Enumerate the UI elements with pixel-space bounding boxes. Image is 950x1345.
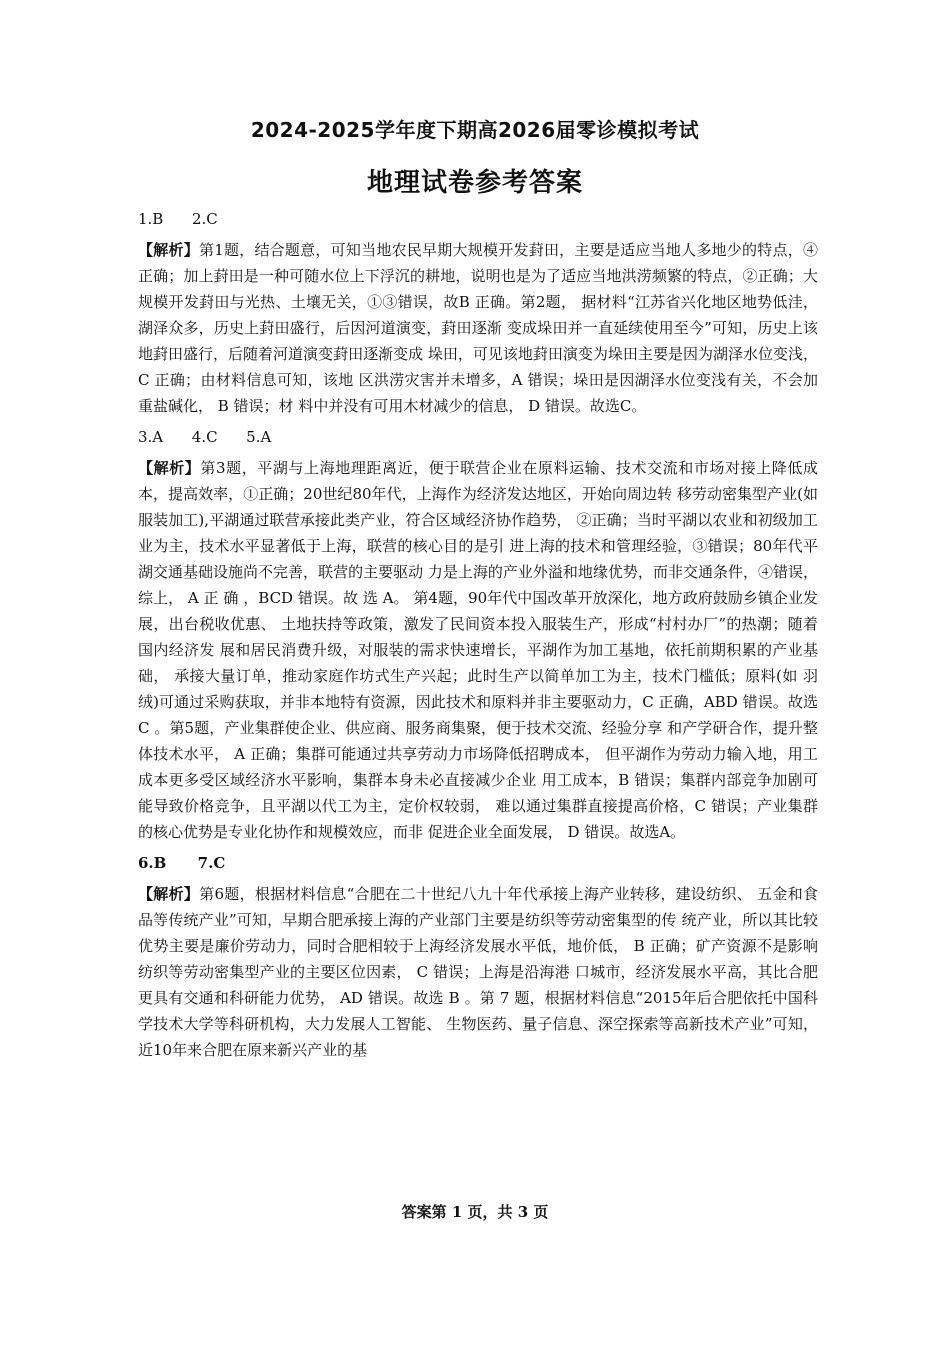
explanation-1-2 [138,237,818,419]
answer-key-6-7: 6.B 7.C [138,854,226,872]
explanation-tag: 【解析】 [138,241,199,259]
answer-key-1-2: 1.B 2.C [138,210,218,228]
explanation-6-7 [138,881,818,1063]
document-title: 地理试卷参考答案 [366,168,583,198]
explanation-tag: 【解析】 [138,885,200,903]
answer-key-3-5: 3.A 4.C 5.A [138,428,272,446]
answer-content [138,206,818,1068]
explanation-3-5 [138,455,818,845]
explanation-text: 第6题，根据材料信息“合肥在二十世纪八九十年代承接上海产业转移，建设纺织、 五金和食品等传统产业”可知，早期合肥承接上海的产业部门主要是纺织等劳动密集型的传 统产业，所以其比较优势主要是廉价劳动力，同时合肥相较于上海经济发展水平低，地价低， B 正确；矿产资源不是影响纺织等劳动密集型产业的主要区位因素， C 错误；上海是沿海港 口城市，经济发展水平高，其比合肥更具有交通和科研能力优势， AD 错误。故选 B 。第 7 题，根据材料信息“2015年后合肥依托中国科学技术大学等科研机构，大力发展人工智能、 生物医药、量子信息、深空探索等高新技术产业”可知，近10年来合肥在原来新兴产业的基 [138,885,818,1059]
page-number: 答案第 1 页，共 3 页 [401,1203,549,1221]
explanation-text: 第1题，结合题意，可知当地农民早期大规模开发葑田，主要是适应当地人多地少的特点，④正确；加上葑田是一种可随水位上下浮沉的耕地，说明也是为了适应当地洪涝频繁的特点，②正确；大规模开发葑田与光热、土壤无关，①③错误，故B 正确。第2题， 据材料“江苏省兴化地区地势低洼，湖泽众多，历史上葑田盛行，后因河道演变，葑田逐渐 变成垛田并一直延续使用至今”可知，历史上该地葑田盛行，后随着河道演变葑田逐渐变成 垛田，可见该地葑田演变为垛田主要是因为湖泽水位变浅， C 正确；由材料信息可知，该地 区洪涝灾害并未增多，A 错误；垛田是因湖泽水位变浅有关，不会加重盐碱化， B 错误；材 料中并没有可用木材减少的信息， D 错误。故选C。 [138,241,818,415]
exam-title: 2024-2025学年度下期高2026届零诊模拟考试 [250,118,700,142]
explanation-tag: 【解析】 [138,459,201,477]
explanation-text: 第3题，平湖与上海地理距离近，便于联营企业在原料运输、技术交流和市场对接上降低成本，提高效率，①正确；20世纪80年代，上海作为经济发达地区，开始向周边转 移劳动密集型产业(如服装加工),平湖通过联营承接此类产业，符合区域经济协作趋势， ②正确；当时平湖以农业和初级加工业为主，技术水平显著低于上海，联营的核心目的是引 进上海的技术和管理经验，③错误；80年代平湖交通基础设施尚不完善，联营的主要驱动 力是上海的产业外溢和地缘优势，而非交通条件，④错误，综上， A 正 确 ，BCD 错误。故 选 A。 第4题，90年代中国改革开放深化，地方政府鼓励乡镇企业发展，出台税收优惠、 土地扶持等政策，激发了民间资本投入服装生产，形成“村村办厂”的热潮；随着国内经济发 展和居民消费升级，对服装的需求快速增长，平湖作为加工基地，依托前期积累的产业基础， 承接大量订单，推动家庭作坊式生产兴起；此时生产以简单加工为主，技术门槛低；原料(如 羽绒)可通过采购获取，并非本地特有资源，因此技术和原料并非主要驱动力，C 正确，ABD 错误。故选C 。第5题，产业集群使企业、供应商、服务商集聚，便于技术交流、经验分享 和产学研合作，提升整体技术水平， A 正确；集群可能通过共享劳动力市场降低招聘成本， 但平湖作为劳动力输入地，用工成本更多受区域经济水平影响，集群本身未必直接减少企业 用工成本，B 错误；集群内部竞争加剧可能导致价格竞争，且平湖以代工为主，定价权较弱， 难以通过集群直接提高价格，C 错误；产业集群的核心优势是专业化协作和规模效应，而非 促进企业全面发展， D 错误。故选A。 [138,459,818,841]
